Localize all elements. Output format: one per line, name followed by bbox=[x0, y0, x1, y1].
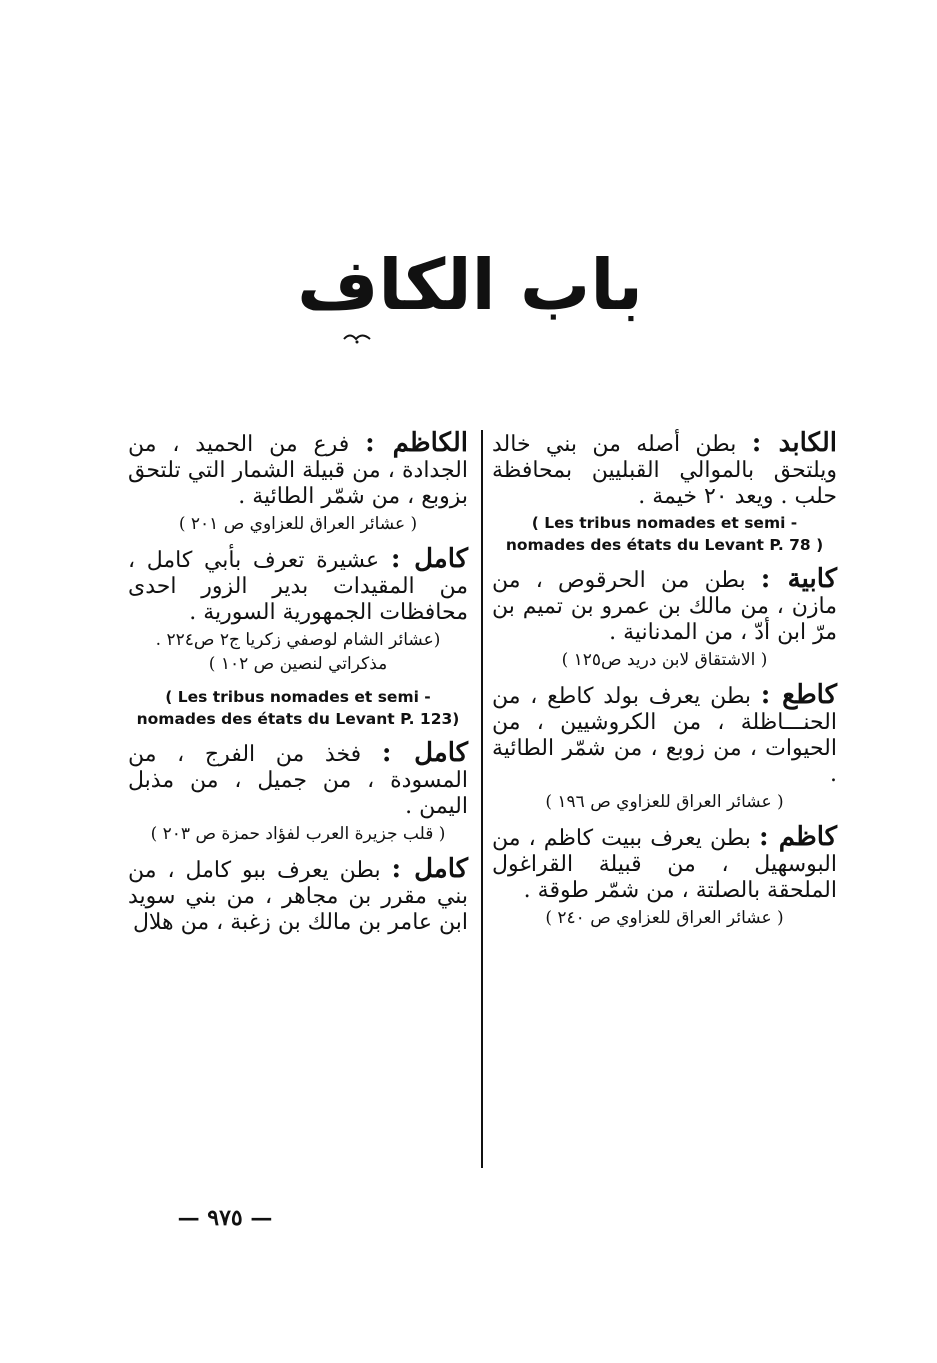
entry bbox=[128, 856, 468, 936]
entry bbox=[128, 430, 468, 536]
ornament-icon bbox=[342, 330, 372, 344]
entry-citation-french: ( Les tribus nomades et semi - nomades des états du Levant P. 123) bbox=[136, 688, 460, 728]
entry-citation: ( عشائر العراق للعزاوي ص ١٩٦ ) bbox=[545, 792, 784, 812]
entry-body: فخذ من الفرج ، من المسودة ، من جميل ، من مذبل اليمن . bbox=[128, 742, 468, 819]
entry-head: الكابد : bbox=[751, 428, 837, 458]
entry bbox=[128, 740, 468, 846]
entry-head: كاظم : bbox=[758, 822, 838, 852]
entry-body: بطن يعرف ببيت كاظم ، من البوسهيل ، من قبيلة القراغول الملحقة بالصلتة ، من شمّر طوقة . bbox=[492, 826, 837, 903]
chapter-title: باب الكاف bbox=[297, 244, 643, 326]
entry-head: كابية : bbox=[760, 564, 837, 594]
entry-body: بطن أصله من بني خالد ويلتحق بالموالي القبليين بمحافظة حلب . ويعد ٢٠ خيمة . bbox=[492, 432, 837, 509]
entry-head: الكاظم : bbox=[365, 428, 468, 458]
entry-body: بطن يعرف بولد كاطع ، من الحنـــاظلة ، من الكروشيين ، من الحيوات ، من زوبع ، من شمّر الطائية . bbox=[492, 684, 837, 787]
entry-body: عشيرة تعرف بأبي كامل ، من المقيدات بدير الزور احدى محافظات الجمهورية السورية . bbox=[128, 548, 468, 625]
entry bbox=[492, 682, 837, 814]
entry bbox=[492, 430, 837, 556]
page-number: — ٩٧٥ — bbox=[177, 1205, 273, 1231]
entry-head: كامل : bbox=[381, 738, 469, 768]
column-divider bbox=[481, 430, 483, 1168]
entry bbox=[128, 546, 468, 730]
right-column bbox=[492, 430, 837, 940]
entry-head: كامل : bbox=[391, 854, 468, 884]
entry bbox=[492, 566, 837, 672]
entry-citation: ( قلب جزيرة العرب لفؤاد حمزة ص ٢٠٣ ) bbox=[150, 824, 446, 844]
entry bbox=[492, 824, 837, 930]
entry-body: بطن يعرف ببو كامل ، من بني مقرر بن مجاهر ، من بني سويد ابن عامر بن مالك بن زغبة ، من هلال bbox=[128, 858, 468, 935]
entry-citation: ( عشائر العراق للعزاوي ص ٢٤٠ ) bbox=[545, 908, 784, 928]
entry-citation: (عشائر الشام لوصفي زكريا ج٢ ص٢٢٤ . مذكراتي لنصين ص ١٠٢ ) bbox=[155, 630, 441, 674]
entry-body: فرع من الحميد ، من الجدادة ، من قبيلة الشمار التي تلتحق بزوبع ، من شمّر الطائية . bbox=[128, 432, 468, 509]
entry-body: بطن من الحرقوص ، من مازن ، من مالك بن عمرو بن تميم بن مرّ ابن أدّ ، من المدنانية . bbox=[492, 568, 837, 645]
entry-citation: ( الاشتقاق لابن دريد ص١٢٥ ) bbox=[561, 650, 768, 670]
entry-head: كاطع : bbox=[760, 680, 837, 710]
left-column bbox=[128, 430, 468, 936]
entry-head: كامل : bbox=[390, 544, 468, 574]
entry-citation: ( عشائر العراق للعزاوي ص ٢٠١ ) bbox=[178, 514, 418, 534]
entry-citation: ( Les tribus nomades et semi - nomades des états du Levant P. 78 ) bbox=[505, 514, 824, 554]
